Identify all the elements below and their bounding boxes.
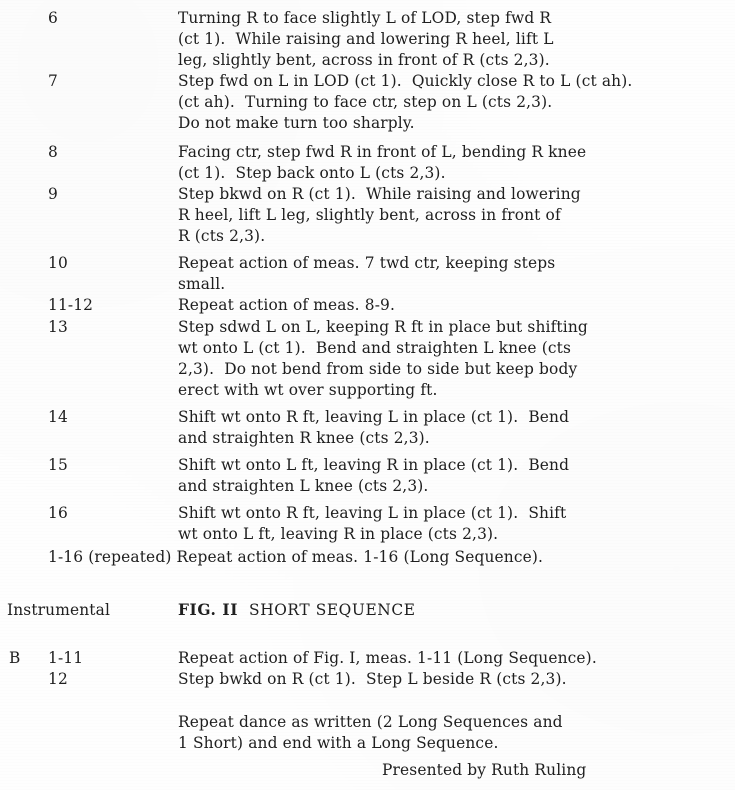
measure-text-line: wt onto L (ct 1). Bend and straighten L knee (cts — [178, 339, 572, 357]
measure-number: 12 — [48, 670, 68, 688]
figure-heading-title: SHORT SEQUENCE — [249, 601, 416, 619]
measure-text-line: leg, slightly bent, across in front of R (cts 2,3). — [178, 51, 550, 69]
measure-number: 14 — [48, 408, 68, 426]
measure-text-line: and straighten R knee (cts 2,3). — [178, 429, 430, 447]
measure-number: 1-11 — [48, 649, 84, 667]
measure-number: 16 — [48, 504, 68, 522]
measure-text-line: Facing ctr, step fwd R in front of L, bending R knee — [178, 143, 587, 161]
measure-number: 11-12 — [48, 296, 94, 314]
closing-note-line: 1 Short) and end with a Long Sequence. — [178, 734, 499, 752]
music-cue-label: Instrumental — [7, 601, 111, 619]
measure-text-line: wt onto L ft, leaving R in place (cts 2,3). — [178, 525, 499, 543]
measure-number: 6 — [48, 9, 58, 27]
section-letter: B — [9, 649, 21, 667]
measure-text-line: 2,3). Do not bend from side to side but keep body — [178, 360, 578, 378]
repeat-sequence-line: 1-16 (repeated) Repeat action of meas. 1-16 (Long Sequence). — [48, 548, 544, 566]
figure-heading-spacer — [238, 601, 249, 619]
figure-heading — [178, 600, 416, 621]
measure-number: 10 — [48, 254, 68, 272]
measure-number: 15 — [48, 456, 68, 474]
measure-text-line: Repeat action of meas. 7 twd ctr, keeping steps — [178, 254, 556, 272]
measure-text-line: Repeat action of meas. 8-9. — [178, 296, 396, 314]
measure-text-line: R heel, lift L leg, slightly bent, across in front of — [178, 206, 561, 224]
measure-text-line: Shift wt onto R ft, leaving L in place (ct 1). Bend — [178, 408, 570, 426]
measure-number: 8 — [48, 143, 58, 161]
measure-text-line: erect with wt over supporting ft. — [178, 381, 438, 399]
closing-note-line: Repeat dance as written (2 Long Sequences and — [178, 713, 563, 731]
measure-number: 9 — [48, 185, 58, 203]
measure-text-line: (ct ah). Turning to face ctr, step on L (cts 2,3). — [178, 93, 553, 111]
credit-line: Presented by Ruth Ruling — [382, 761, 587, 779]
measure-text-line: Shift wt onto R ft, leaving L in place (ct 1). Shift — [178, 504, 567, 522]
measure-text-line: Step sdwd L on L, keeping R ft in place but shifting — [178, 318, 588, 336]
measure-text-line: Step fwd on L in LOD (ct 1). Quickly close R to L (ct ah). — [178, 72, 633, 90]
measure-text-line: small. — [178, 275, 226, 293]
measure-text-line: R (cts 2,3). — [178, 227, 266, 245]
measure-number: 7 — [48, 72, 58, 90]
measure-text-line: Repeat action of Fig. I, meas. 1-11 (Long Sequence). — [178, 649, 597, 667]
figure-heading-label: FIG. II — [178, 601, 239, 619]
measure-text-line: Shift wt onto L ft, leaving R in place (ct 1). Bend — [178, 456, 570, 474]
measure-text-line: (ct 1). Step back onto L (cts 2,3). — [178, 164, 446, 182]
measure-text-line: Do not make turn too sharply. — [178, 114, 415, 132]
measure-text-line: Step bwkd on R (ct 1). Step L beside R (cts 2,3). — [178, 670, 567, 688]
measure-text-line: and straighten L knee (cts 2,3). — [178, 477, 429, 495]
measure-text-line: (ct 1). While raising and lowering R heel, lift L — [178, 30, 554, 48]
measure-number: 13 — [48, 318, 68, 336]
measure-text-line: Turning R to face slightly L of LOD, step fwd R — [178, 9, 552, 27]
measure-text-line: Step bkwd on R (ct 1). While raising and lowering — [178, 185, 581, 203]
